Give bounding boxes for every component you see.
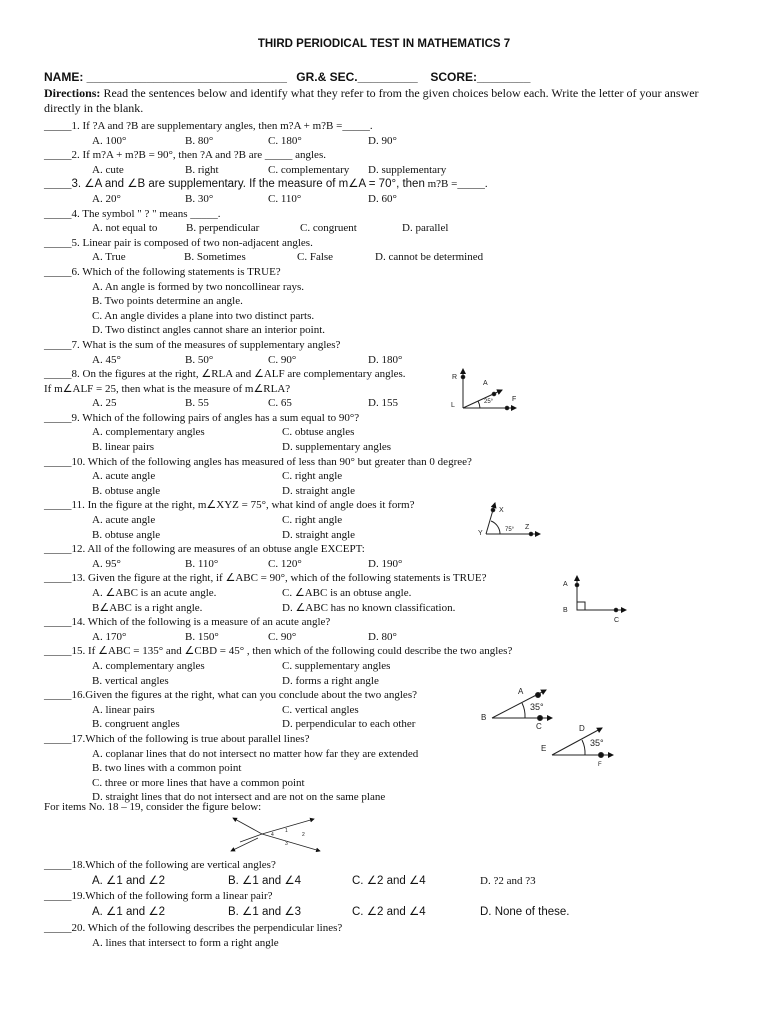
question-line bbox=[44, 134, 744, 149]
question-line bbox=[44, 425, 744, 440]
label-y: Y bbox=[478, 530, 483, 537]
section-field[interactable]: GR.& SEC._________ bbox=[296, 70, 418, 84]
answer-blank[interactable]: _____ bbox=[44, 499, 72, 512]
question-line bbox=[44, 732, 744, 747]
label-c: C bbox=[614, 617, 620, 624]
answer-choice: A. 170° bbox=[92, 630, 127, 643]
question-7 bbox=[44, 338, 744, 367]
question-line bbox=[44, 717, 744, 732]
angle-label-1: 35° bbox=[530, 702, 544, 712]
answer-choice: D. parallel bbox=[402, 222, 449, 235]
question-line bbox=[44, 776, 744, 791]
answer-choice: A. acute angle bbox=[92, 470, 156, 483]
answer-choice: D. perpendicular to each other bbox=[282, 718, 416, 731]
question-20 bbox=[44, 921, 744, 952]
question-line bbox=[44, 936, 744, 952]
question-14 bbox=[44, 615, 744, 644]
question-line bbox=[44, 294, 744, 309]
answer-choice: C. complementary bbox=[268, 163, 350, 176]
answer-blank[interactable]: _____ bbox=[44, 455, 72, 468]
question-stem-tail: m?B =_____. bbox=[424, 178, 488, 191]
question-line bbox=[44, 630, 744, 645]
question-stem: 8. On the figures at the right, ∠RLA and ∠ALF are complementary angles. bbox=[71, 368, 406, 381]
answer-choice: D. forms a right angle bbox=[282, 674, 379, 687]
angle-label: 75° bbox=[505, 527, 515, 533]
answer-blank[interactable]: _____ bbox=[44, 178, 72, 191]
question-line bbox=[44, 703, 744, 718]
question-line bbox=[44, 338, 744, 353]
question-line bbox=[44, 542, 744, 557]
question-13 bbox=[44, 571, 744, 615]
label-e: E bbox=[541, 744, 547, 753]
question-line bbox=[44, 644, 744, 659]
question-stem-continued: If m∠ALF = 25, then what is the measure of m∠RLA? bbox=[44, 382, 291, 395]
answer-choice: B. obtuse angle bbox=[92, 528, 161, 541]
label-d: D bbox=[579, 724, 585, 733]
question-line bbox=[44, 747, 744, 762]
answer-choice: D. 80° bbox=[368, 630, 397, 643]
answer-blank[interactable]: _____ bbox=[44, 338, 72, 351]
answer-blank[interactable]: _____ bbox=[44, 368, 72, 381]
answer-blank[interactable]: _____ bbox=[44, 265, 72, 278]
answer-choice: C. congruent bbox=[300, 222, 357, 235]
question-stem: 12. All of the following are measures of an obtuse angle EXCEPT: bbox=[71, 543, 365, 556]
question-stem: 1. If ?A and ?B are supplementary angles, then m?A + m?B =_____. bbox=[71, 120, 373, 132]
name-field[interactable]: NAME: ______________________________ bbox=[44, 70, 287, 84]
answer-blank[interactable]: _____ bbox=[44, 411, 72, 424]
question-12 bbox=[44, 542, 744, 571]
directions bbox=[44, 86, 724, 116]
question-line bbox=[44, 761, 744, 776]
angle-label-2: 35° bbox=[590, 738, 604, 748]
answer-choice: D. straight angle bbox=[282, 528, 356, 541]
question-line bbox=[44, 207, 744, 222]
question-1 bbox=[44, 119, 744, 148]
answer-blank[interactable]: _____ bbox=[44, 616, 72, 629]
answer-blank[interactable]: _____ bbox=[44, 890, 72, 903]
label-l: L bbox=[451, 402, 455, 409]
items-18-19-note: For items No. 18 – 19, consider the figure below: bbox=[44, 801, 262, 813]
question-line bbox=[44, 192, 744, 207]
question-15 bbox=[44, 644, 744, 688]
question-line bbox=[44, 586, 744, 601]
question-line bbox=[44, 250, 744, 265]
question-18 bbox=[44, 858, 744, 889]
answer-choice: C. 90° bbox=[268, 630, 297, 643]
question-11 bbox=[44, 498, 744, 542]
answer-choice: D. 60° bbox=[368, 192, 397, 205]
answer-choice: B. perpendicular bbox=[186, 222, 260, 235]
question-line bbox=[44, 177, 744, 192]
answer-choice: B. 50° bbox=[185, 353, 214, 366]
answer-choice: C. 65 bbox=[268, 397, 292, 410]
question-2 bbox=[44, 148, 744, 177]
answer-choice: C. obtuse angles bbox=[282, 426, 355, 439]
question-line bbox=[44, 396, 744, 411]
questions-18-20 bbox=[44, 858, 744, 952]
answer-choice: C. An angle divides a plane into two distinct parts. bbox=[92, 309, 315, 322]
answer-choice: A. ∠ABC is an acute angle. bbox=[92, 587, 217, 599]
answer-choice: B. linear pairs bbox=[92, 441, 155, 454]
answer-blank[interactable]: _____ bbox=[44, 921, 72, 934]
question-stem: 14. Which of the following is a measure of an acute angle? bbox=[71, 616, 331, 629]
question-stem: 10. Which of the following angles has measured of less than 90° but greater than 0 degree? bbox=[71, 455, 472, 468]
answer-blank[interactable]: _____ bbox=[44, 859, 72, 871]
question-line bbox=[44, 163, 744, 178]
answer-choice: A. linear pairs bbox=[92, 703, 155, 716]
score-field[interactable]: SCORE:________ bbox=[430, 70, 531, 84]
answer-choice: C. 110° bbox=[268, 192, 302, 205]
answer-choice: D. supplementary bbox=[368, 163, 447, 176]
answer-choice: A. complementary angles bbox=[92, 659, 205, 672]
answer-choice: B∠ABC is a right angle. bbox=[92, 601, 203, 614]
answer-choice: A. cute bbox=[92, 163, 124, 176]
question-stem: 16.Given the figures at the right, what can you conclude about the two angles? bbox=[71, 689, 417, 702]
answer-choice: A. lines that intersect to form a right angle bbox=[92, 937, 279, 950]
question-17 bbox=[44, 732, 744, 805]
label-c: C bbox=[536, 722, 542, 731]
directions-label: Directions: bbox=[44, 86, 101, 100]
question-line bbox=[44, 601, 744, 616]
answer-choice: B. 150° bbox=[185, 630, 219, 643]
angle-1-label: 1 bbox=[285, 828, 288, 834]
answer-choice: C. ∠2 and ∠4 bbox=[352, 874, 426, 887]
answer-choice: B. 80° bbox=[185, 134, 214, 147]
answer-choice: B. right bbox=[185, 163, 219, 176]
question-line bbox=[44, 309, 744, 324]
answer-blank[interactable]: _____ bbox=[44, 120, 72, 132]
answer-choice: A. ∠1 and ∠2 bbox=[92, 906, 166, 919]
answer-choice: A. 95° bbox=[92, 557, 121, 570]
question-stem: 5. Linear pair is composed of two non-adjacent angles. bbox=[71, 236, 313, 249]
question-stem: 17.Which of the following is true about parallel lines? bbox=[71, 732, 310, 745]
question-line bbox=[44, 889, 744, 905]
answer-choice: C. ∠ABC is an obtuse angle. bbox=[282, 587, 412, 599]
answer-choice: C. vertical angles bbox=[282, 703, 359, 716]
answer-choice: D. supplementary angles bbox=[282, 441, 392, 454]
question-stem: 2. If m?A + m?B = 90°, then ?A and ?B are _____ angles. bbox=[71, 149, 326, 162]
answer-choice: B. 110° bbox=[185, 557, 219, 570]
question-line bbox=[44, 455, 744, 470]
figure-q18-intersecting-lines bbox=[231, 818, 320, 851]
question-line bbox=[44, 440, 744, 455]
question-stem: 18.Which of the following are vertical angles? bbox=[71, 859, 276, 871]
answer-choice: C. 180° bbox=[268, 134, 302, 147]
question-line bbox=[44, 659, 744, 674]
question-stem: 3. ∠A and ∠B are supplementary. If the measure of m∠A = 70°, then bbox=[71, 178, 425, 191]
question-line bbox=[44, 148, 744, 163]
answer-choice: C. ∠2 and ∠4 bbox=[352, 906, 426, 919]
question-line bbox=[44, 513, 744, 528]
answer-choice: D. 190° bbox=[368, 557, 403, 570]
answer-choice: A. 45° bbox=[92, 353, 121, 366]
question-line bbox=[44, 484, 744, 499]
label-a: A bbox=[563, 581, 568, 588]
angle-3-label: 3 bbox=[285, 841, 288, 847]
answer-choice: B. Sometimes bbox=[184, 251, 246, 264]
question-stem: 9. Which of the following pairs of angles has a sum equal to 90°? bbox=[71, 411, 360, 424]
directions-text: Read the sentences below and identify what they refer to from the given choices below each. Write the letter of your answer directly in the blank. bbox=[44, 86, 699, 115]
answer-blank[interactable]: _____ bbox=[44, 732, 72, 745]
question-6 bbox=[44, 265, 744, 338]
answer-choice: A. ∠1 and ∠2 bbox=[92, 874, 166, 887]
answer-choice: A. complementary angles bbox=[92, 426, 205, 439]
answer-choice: D. 90° bbox=[368, 134, 397, 147]
answer-blank[interactable]: _____ bbox=[44, 689, 72, 702]
answer-choice: D. straight lines that do not intersect and are not on the same plane bbox=[92, 791, 386, 804]
answer-choice: A. 25 bbox=[92, 397, 117, 410]
label-r: R bbox=[452, 374, 458, 381]
answer-choice: C. three or more lines that have a common point bbox=[92, 776, 305, 789]
answer-choice: C. 90° bbox=[268, 353, 297, 366]
question-8 bbox=[44, 367, 744, 411]
question-stem: 13. Given the figure at the right, if ∠ABC = 90°, which of the following statements is TRUE? bbox=[71, 572, 487, 585]
answer-choice: B. obtuse angle bbox=[92, 484, 161, 497]
question-line bbox=[44, 498, 744, 513]
question-16 bbox=[44, 688, 744, 732]
question-10 bbox=[44, 455, 744, 499]
question-line bbox=[44, 571, 744, 586]
angle-label: 25° bbox=[484, 399, 494, 405]
question-line bbox=[44, 874, 744, 890]
question-line bbox=[44, 382, 744, 397]
question-line bbox=[44, 367, 744, 382]
label-x: X bbox=[499, 507, 504, 514]
label-b: B bbox=[563, 607, 568, 614]
answer-choice: D. cannot be determined bbox=[375, 251, 484, 264]
question-line bbox=[44, 236, 744, 251]
question-stem: 11. In the figure at the right, m∠XYZ = 75°, what kind of angle does it form? bbox=[71, 499, 415, 512]
answer-choice: A. An angle is formed by two noncollinear rays. bbox=[92, 280, 305, 293]
label-a: A bbox=[518, 687, 524, 696]
answer-choice: B. Two points determine an angle. bbox=[92, 295, 243, 308]
answer-choice: A. True bbox=[92, 251, 126, 264]
questions-1-17 bbox=[44, 119, 744, 805]
question-line bbox=[44, 411, 744, 426]
label-a: A bbox=[483, 380, 488, 387]
question-stem: 19.Which of the following form a linear pair? bbox=[71, 890, 273, 903]
answer-choice: A. coplanar lines that do not intersect no matter how far they are extended bbox=[92, 747, 419, 760]
label-b: B bbox=[481, 713, 487, 722]
answer-choice: D. Two distinct angles cannot share an interior point. bbox=[92, 324, 326, 337]
answer-blank[interactable]: _____ bbox=[44, 149, 72, 162]
answer-choice: C. False bbox=[297, 251, 334, 264]
question-stem: 15. If ∠ABC = 135° and ∠CBD = 45° , then which of the following could describe the two angles? bbox=[71, 645, 513, 658]
answer-choice: D. None of these. bbox=[480, 906, 570, 919]
question-line bbox=[44, 674, 744, 689]
answer-choice: A. 20° bbox=[92, 192, 121, 205]
answer-blank[interactable]: _____ bbox=[44, 207, 72, 220]
answer-choice: B. vertical angles bbox=[92, 674, 169, 687]
answer-choice: C. right angle bbox=[282, 470, 343, 483]
student-info-header bbox=[44, 70, 536, 84]
question-3 bbox=[44, 177, 744, 206]
question-stem: 4. The symbol " ? " means _____. bbox=[71, 207, 221, 220]
answer-choice: C. supplementary angles bbox=[282, 659, 391, 672]
question-line bbox=[44, 905, 744, 921]
label-z: Z bbox=[525, 524, 530, 531]
question-stem: 6. Which of the following statements is TRUE? bbox=[71, 265, 281, 278]
answer-choice: D. 180° bbox=[368, 353, 403, 366]
answer-choice: D. ?2 and ?3 bbox=[480, 874, 536, 887]
answer-choice: B. 30° bbox=[185, 192, 214, 205]
answer-choice: D. ∠ABC has no known classification. bbox=[282, 601, 456, 614]
question-line bbox=[44, 323, 744, 338]
question-19 bbox=[44, 889, 744, 920]
answer-choice: B. ∠1 and ∠3 bbox=[228, 906, 302, 919]
question-line bbox=[44, 221, 744, 236]
question-stem: 7. What is the sum of the measures of supplementary angles? bbox=[71, 338, 341, 351]
answer-choice: C. right angle bbox=[282, 514, 343, 527]
question-line bbox=[44, 557, 744, 572]
answer-choice: B. 55 bbox=[185, 397, 209, 410]
question-4 bbox=[44, 207, 744, 236]
question-line bbox=[44, 688, 744, 703]
angle-2-label: 2 bbox=[302, 832, 305, 838]
question-line bbox=[44, 469, 744, 484]
question-line bbox=[44, 265, 744, 280]
answer-blank[interactable]: _____ bbox=[44, 572, 72, 585]
answer-choice: D. straight angle bbox=[282, 484, 356, 497]
answer-blank[interactable]: _____ bbox=[44, 645, 72, 658]
question-line bbox=[44, 858, 744, 874]
question-line bbox=[44, 280, 744, 295]
question-line bbox=[44, 615, 744, 630]
answer-choice: B. ∠1 and ∠4 bbox=[228, 874, 302, 887]
answer-choice: B. congruent angles bbox=[92, 718, 180, 731]
question-line bbox=[44, 119, 744, 134]
answer-choice: C. 120° bbox=[268, 557, 302, 570]
answer-choice: A. acute angle bbox=[92, 514, 156, 527]
question-5 bbox=[44, 236, 744, 265]
answer-blank[interactable]: _____ bbox=[44, 236, 72, 249]
answer-choice: A. not equal to bbox=[92, 222, 158, 235]
answer-blank[interactable]: _____ bbox=[44, 543, 72, 556]
answer-choice: B. two lines with a common point bbox=[92, 762, 242, 775]
question-line bbox=[44, 353, 744, 368]
page-title: THIRD PERIODICAL TEST IN MATHEMATICS 7 bbox=[257, 38, 511, 50]
angle-4-label: 4 bbox=[271, 832, 274, 838]
question-9 bbox=[44, 411, 744, 455]
label-f: F bbox=[512, 396, 517, 403]
label-f: F bbox=[598, 762, 602, 768]
answer-choice: D. 155 bbox=[368, 397, 398, 410]
question-line bbox=[44, 921, 744, 937]
question-stem: 20. Which of the following describes the perpendicular lines? bbox=[71, 921, 343, 934]
answer-choice: A. 100° bbox=[92, 134, 127, 147]
question-line bbox=[44, 528, 744, 543]
